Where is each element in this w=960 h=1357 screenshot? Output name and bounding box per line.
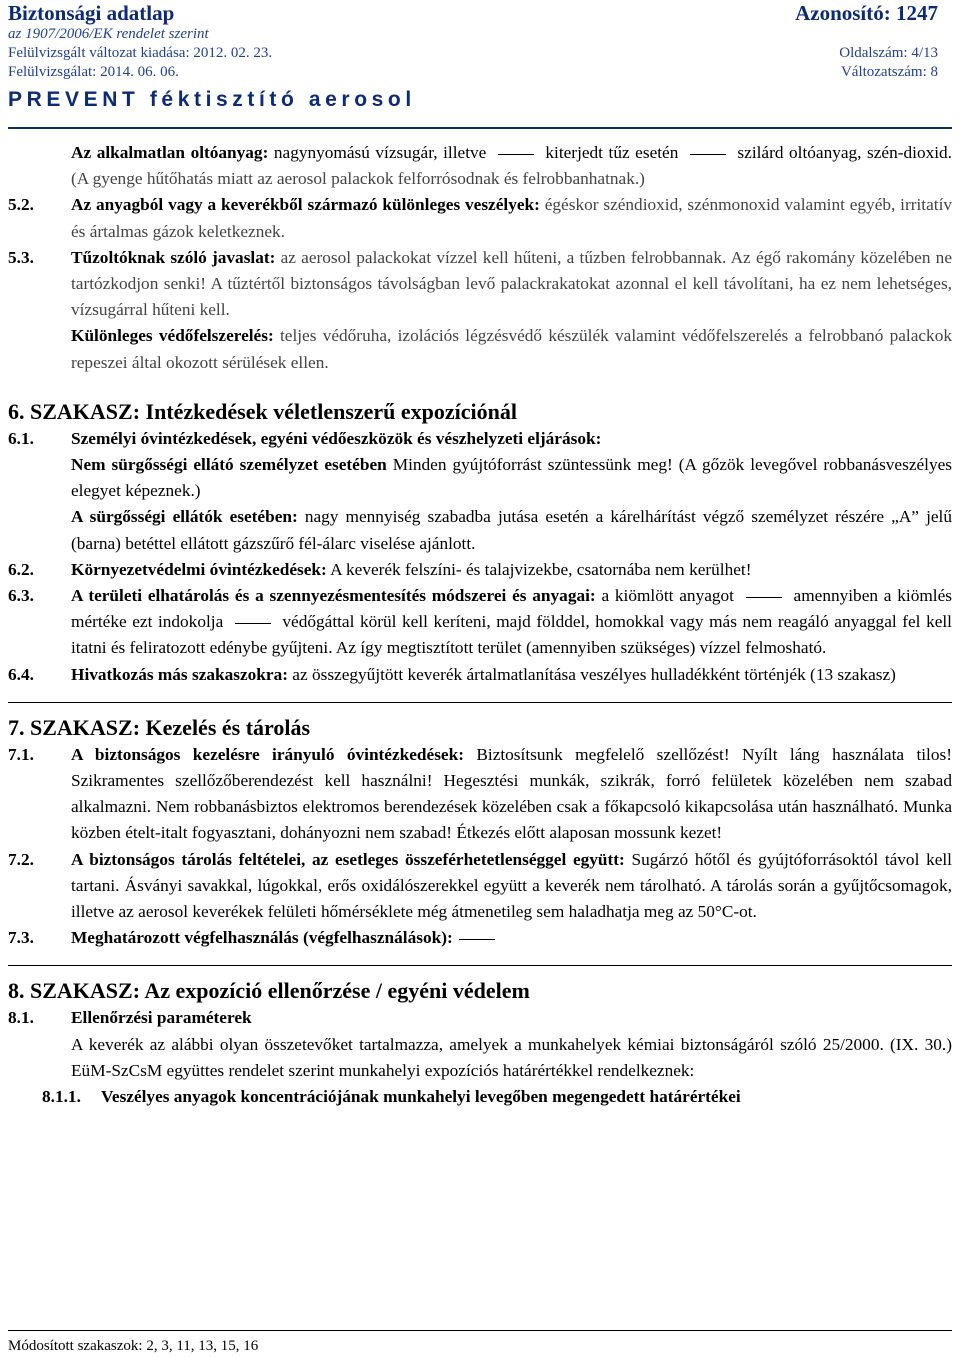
divider-7	[8, 965, 952, 966]
modified-sections: Módosított szakaszok: 2, 3, 11, 13, 15, 16	[8, 1338, 259, 1354]
header-divider	[8, 127, 952, 129]
s5-3-equipment: Különleges védőfelszerelés: teljes védőruha, izolációs légzésvédő készülék valamint védőfelszerelés a felrobbanó palackok repeszei által okozott sérülések ellen.	[71, 326, 952, 372]
s7-1: 7.1. A biztonságos kezelésre irányuló óvintézkedések: Biztosítsunk megfelelő szellőzést! Nyílt láng használata tilos! Szikramentes szellőzőberendezést kell használni! Hegesztési munkák, szikrák, forró felületek közelében nem szabad alkalmazni. Nem robbanásbiztos elektromos berendezések közelében csak a főkapcsoló kikapcsolása után használható. Munka közben ételt-italt fogyasztani, dohányozni nem szabad! Étkezés előtt alaposan mossunk kezet!	[8, 744, 952, 843]
s6-2: 6.2. Környezetvédelmi óvintézkedések: A keverék felszíni- és talajvizekbe, csatornába nem kerülhet!	[8, 559, 752, 579]
s8-1: 8.1. Ellenőrzési paraméterek	[8, 1008, 252, 1028]
s6-1-emergency: A sürgősségi ellátók esetében: nagy mennyiség szabadba jutása esetén a kárelhárítást végző személyzet részére „A” jelű (barna) betéttel ellátott gázszűrő fél-álarc viselése ajánlott.	[71, 507, 952, 553]
dash	[746, 597, 782, 598]
revision-date: Felülvizsgálat: 2014. 06. 06.	[8, 64, 179, 80]
section-7-title: 7. SZAKASZ: Kezelés és tárolás	[8, 714, 311, 740]
s6-3: 6.3. A területi elhatárolás és a szennyezésmentesítés módszerei és anyagai: a kiömlött anyagot amennyiben a kiömlés mértéke ezt indokolja védőgáttal körül kell keríteni, majd földdel, homokkal vagy más nem reagáló anyaggal fel kell itatni és feliratozott edénybe gyűjteni. Az így megtisztított terület (amennyiben szükséges) vízzel felmosható.	[8, 586, 952, 658]
doc-title: Biztonsági adatlap	[8, 1, 175, 25]
document-header	[8, 0, 938, 114]
s7-3: 7.3. Meghatározott végfelhasználás (végfelhasználások):	[8, 925, 952, 951]
dash	[235, 623, 271, 624]
footer-divider	[8, 1330, 952, 1331]
s6-1-non-emergency: Nem sürgősségi ellátó személyzet esetében Minden gyújtóforrást szüntessünk meg! (A gőzök levegővel robbanásveszélyes elegyet képeznek.)	[71, 455, 953, 501]
page-number: Oldalszám: 4/13	[839, 45, 938, 61]
s5-unsuitable-media: Az alkalmatlan oltóanyag: nagynyomású vízsugár, illetve kiterjedt tűz esetén szilárd oltóanyag, szén-dioxid. (A gyenge hűtőhatás miatt az aerosol palackok felforrósodnak és felrobbanhatnak.)	[71, 143, 952, 189]
s6-4: 6.4. Hivatkozás más szakaszokra: az összegyűjtött keverék ártalmatlanítása veszélyes hulladékként történjék (13 szakasz)	[8, 664, 896, 684]
dash	[690, 154, 726, 155]
s6-1: 6.1. Személyi óvintézkedések, egyéni védőeszközök és vészhelyzeti eljárások:	[8, 428, 602, 448]
s8-1-text: A keverék az alábbi olyan összetevőket tartalmazza, amelyek a munkahelyek kémiai biztonságáról szóló 25/2000. (IX. 30.) EüM-SzCsM együttes rendelet szerint munkahelyi expozíciós határértékkel rendelkeznek:	[71, 1034, 952, 1080]
section-6-title: 6. SZAKASZ: Intézkedések véletlenszerű expozíciónál	[8, 398, 518, 424]
doc-id: Azonosító: 1247	[795, 1, 938, 25]
section-8-title: 8. SZAKASZ: Az expozíció ellenőrzése / egyéni védelem	[8, 978, 530, 1004]
s5-2: 5.2. Az anyagból vagy a keverékből származó különleges veszélyek: égéskor széndioxid, szénmonoxid valamint egyéb, irritatív és ártalmas gázok keletkeznek.	[8, 195, 953, 241]
s5-3: 5.3. Tűzoltóknak szóló javaslat: az aerosol palackokat vízzel kell hűteni, a tűzben felrobbannak. Az égő rakomány közelében ne tartózkodjon senki! A tűztértől biztonságos távolságban levő palackrakatokat azonnal el kell távolítani, ha ez nem lehetséges, vízsugárral hűteni kell.	[8, 247, 952, 320]
revised-issue: Felülvizsgált változat kiadása: 2012. 02. 23.	[8, 45, 273, 61]
s8-1-1: 8.1.1. Veszélyes anyagok koncentrációjának munkahelyi levegőben megengedett határértékei	[42, 1087, 741, 1107]
dash	[459, 939, 495, 940]
dash	[498, 154, 534, 155]
s7-2: 7.2. A biztonságos tárolás feltételei, az esetleges összeférhetetlenséggel együtt: Sugárzó hőtől és gyújtóforrásoktól távol kell tartani. Ásványi savakkal, lúgokkal, erős oxidálószerekkel együtt a keverék nem tárolható. A tárolás során a gyűjtőcsomagok, illetve az aerosol keverékek felületi hőmérséklete még átmenetileg sem haladhatja meg az 50°C-ot.	[8, 849, 952, 922]
change-number: Változatszám: 8	[840, 64, 938, 80]
product-name: PREVENT féktisztító aerosol	[8, 88, 416, 111]
divider-6	[8, 702, 952, 703]
regulation-ref: az 1907/2006/EK rendelet szerint	[8, 26, 209, 42]
